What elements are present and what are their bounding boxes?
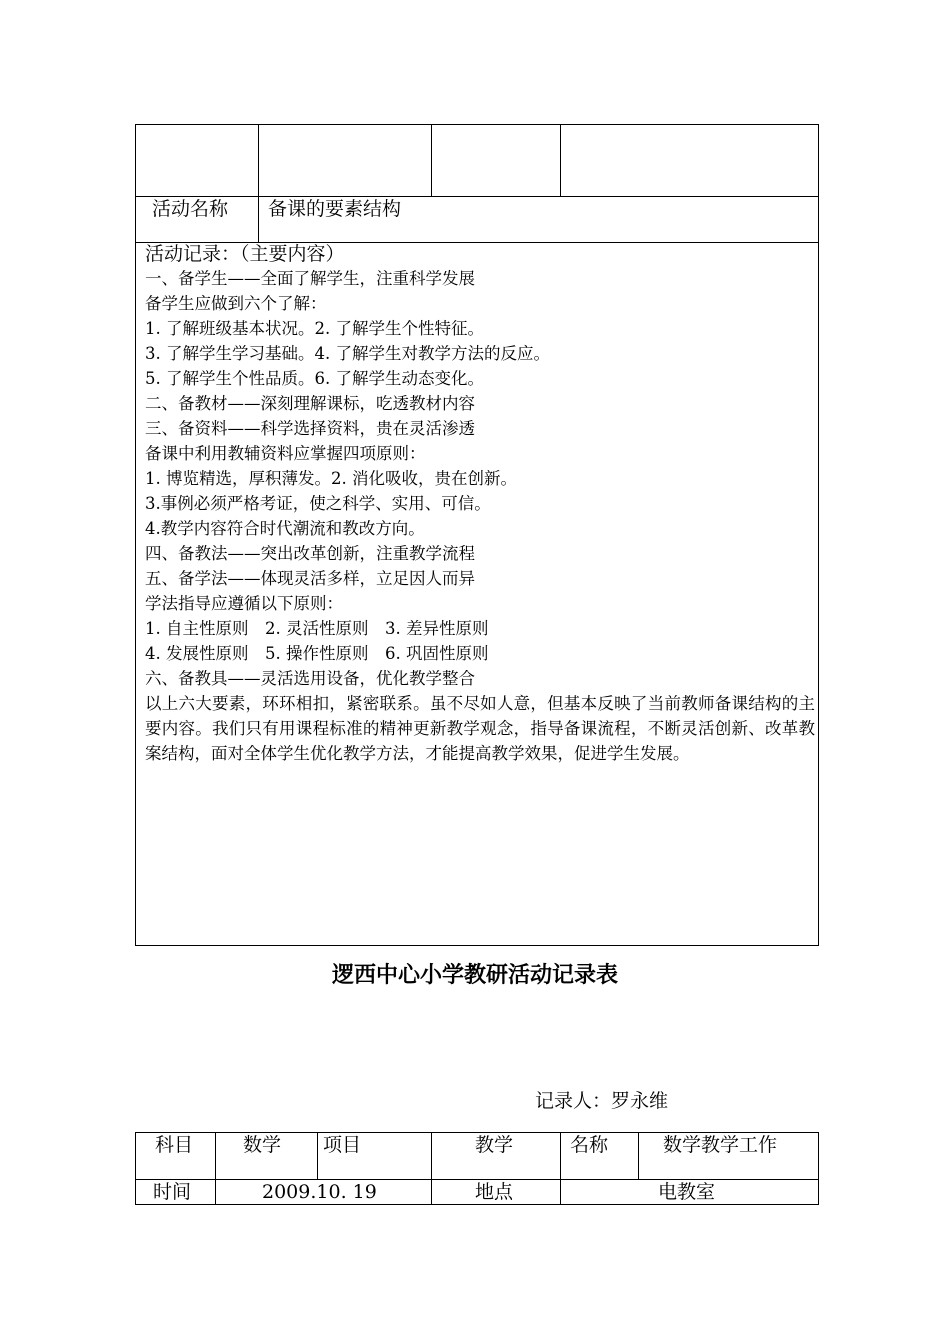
lower-r1-div-5 xyxy=(638,1133,639,1179)
record-label: 活动记录：（主要内容） xyxy=(145,243,345,265)
record-line: 3. 了解学生学习基础。4. 了解学生对教学方法的反应。 xyxy=(145,344,550,363)
name-label: 名称 xyxy=(570,1134,609,1156)
row1-divider-1 xyxy=(258,125,259,196)
record-line: 4. 发展性原则 5. 操作性原则 6. 巩固性原则 xyxy=(145,644,489,663)
record-line: 二、备教材——深刻理解课标，吃透教材内容 xyxy=(145,394,475,413)
time-value: 2009.10. 19 xyxy=(262,1181,377,1203)
record-line: 1. 了解班级基本状况。2. 了解学生个性特征。 xyxy=(145,319,484,338)
record-line: 5. 了解学生个性品质。6. 了解学生动态变化。 xyxy=(145,369,484,388)
record-line: 学法指导应遵循以下原则： xyxy=(145,594,343,613)
record-line: 六、备教具——灵活选用设备，优化教学整合 xyxy=(145,669,475,688)
recorder: 记录人：罗永维 xyxy=(535,1090,669,1112)
lower-r1-div-2 xyxy=(317,1133,318,1179)
row1-divider-3 xyxy=(560,125,561,196)
record-line: 备学生应做到六个了解： xyxy=(145,294,327,313)
record-line: 1. 自主性原则 2. 灵活性原则 3. 差异性原则 xyxy=(145,619,489,638)
activity-name-label: 活动名称 xyxy=(152,198,229,220)
row1-divider-2 xyxy=(431,125,432,196)
project-label: 项目 xyxy=(323,1134,362,1156)
record-line: 4.教学内容符合时代潮流和教改方向。 xyxy=(145,519,425,538)
record-line: 备课中利用教辅资料应掌握四项原则： xyxy=(145,444,426,463)
record-lines xyxy=(145,266,815,691)
record-line: 1. 博览精选，厚积薄发。2. 消化吸收，贵在创新。 xyxy=(145,469,517,488)
lower-r1-div-1 xyxy=(215,1133,216,1179)
lower-r1-div-4 xyxy=(560,1133,561,1204)
subject-label: 科目 xyxy=(155,1134,194,1156)
record-line: 四、备教法——突出改革创新，注重教学流程 xyxy=(145,544,475,563)
record-line: 五、备学法——体现灵活多样，立足因人而异 xyxy=(145,569,475,588)
record-line: 三、备资料——科学选择资料，贵在灵活渗透 xyxy=(145,419,475,438)
row1-bottom-line xyxy=(136,196,818,197)
document-title: 逻西中心小学教研活动记录表 xyxy=(331,963,618,988)
lower-r1-div-3 xyxy=(431,1133,432,1204)
lower-row-line xyxy=(136,1179,818,1180)
subject-value: 数学 xyxy=(243,1134,282,1156)
summary-paragraph: 以上六大要素，环环相扣，紧密联系。虽不尽如人意，但基本反映了当前教师备课结构的主要内容。我们只有用课程标准的精神更新教学观念，指导备课流程，不断灵活创新、改革教案结构，面对全体学生优化教学方法，才能提高教学效果，促进学生发展。 xyxy=(145,694,815,763)
place-value: 电教室 xyxy=(658,1181,716,1203)
record-line: 3.事例必须严格考证，使之科学、实用、可信。 xyxy=(145,494,491,513)
time-label: 时间 xyxy=(153,1181,192,1203)
place-label: 地点 xyxy=(475,1181,514,1203)
activity-name-value: 备课的要素结构 xyxy=(268,198,402,220)
lower-r2-div-1 xyxy=(215,1179,216,1204)
record-line: 一、备学生——全面了解学生，注重科学发展 xyxy=(145,269,475,288)
name-value: 数学教学工作 xyxy=(663,1134,778,1156)
row2-divider xyxy=(258,196,259,242)
project-value: 教学 xyxy=(475,1134,514,1156)
